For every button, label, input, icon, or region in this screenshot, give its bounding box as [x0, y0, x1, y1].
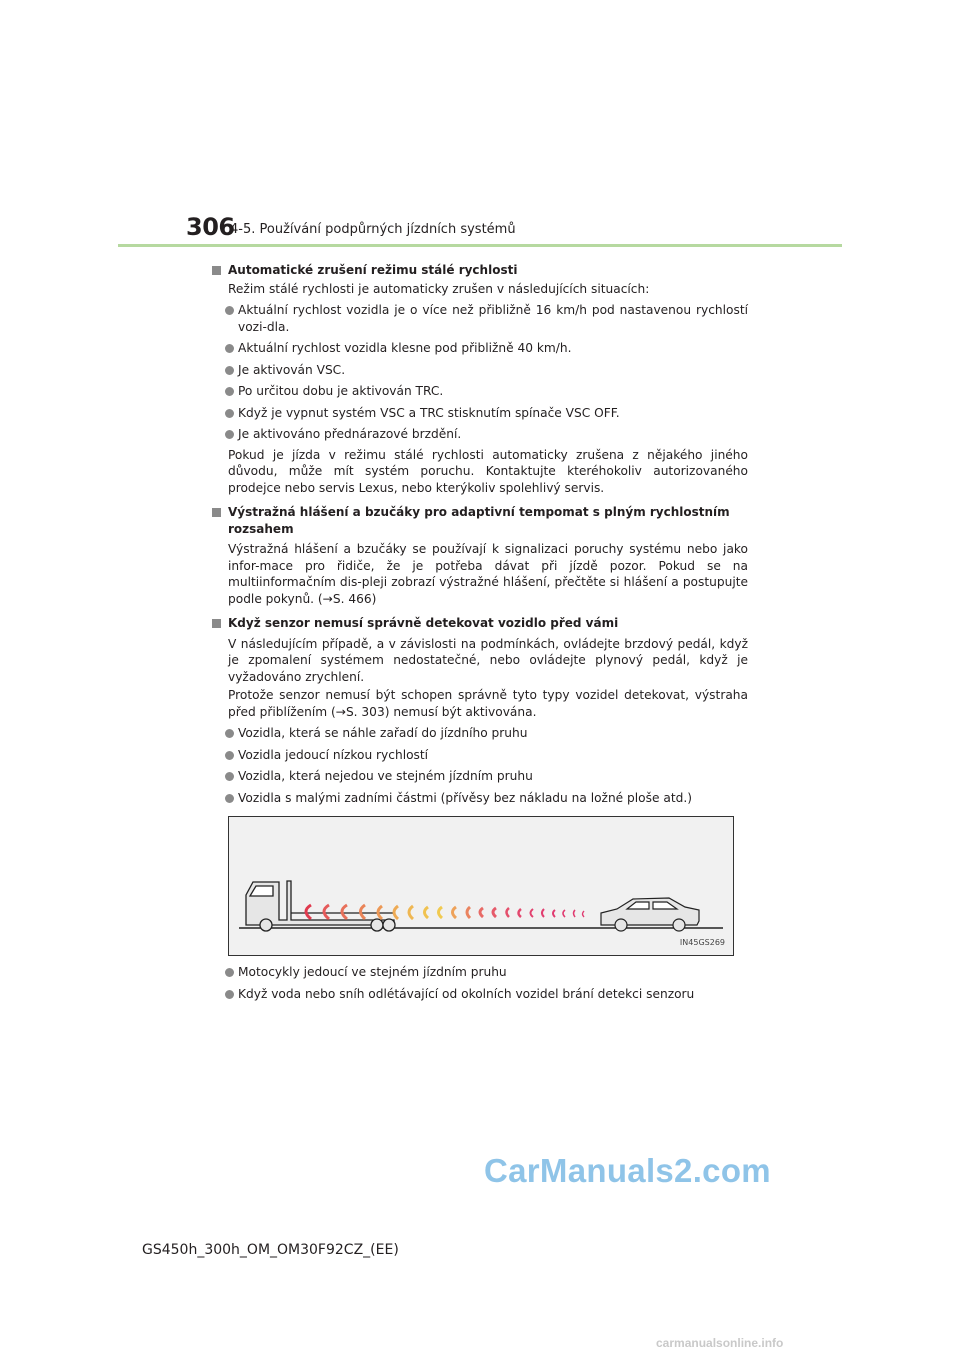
section-heading: Když senzor nemusí správně detekovat vozidlo před vámi	[212, 615, 748, 632]
list-item: Aktuální rychlost vozidla je o více než přibližně 16 km/h pod nastavenou rychlostí vozi-dla.	[212, 302, 748, 335]
circle-bullet-icon	[225, 366, 234, 375]
circle-bullet-icon	[225, 794, 234, 803]
list-item: Aktuální rychlost vozidla klesne pod přibližně 40 km/h.	[212, 340, 748, 357]
list-item: Po určitou dobu je aktivován TRC.	[212, 383, 748, 400]
truck-icon	[246, 881, 395, 931]
car-icon	[601, 898, 699, 931]
circle-bullet-icon	[225, 968, 234, 977]
radar-waves-icon	[306, 905, 584, 919]
paragraph: V následujícím případě, a v závislosti na podmínkách, ovládejte brzdový pedál, když je zpomalení systémem nedostatečné, nebo ovládejte plynový pedál, když je vyžadováno zrychlení.	[228, 636, 748, 684]
footer-doc-id: GS450h_300h_OM_OM30F92CZ_(EE)	[142, 1242, 399, 1258]
circle-bullet-icon	[225, 306, 234, 315]
paragraph: Výstražná hlášení a bzučáky se používají k signalizaci poruchy systému nebo jako infor-mace pro řidiče, že je potřeba dávat při jízdě pozor. Pokud se na multiinformačním dis-pleji zobrazí výstražné hlášení, přečtěte si hlášení a postupujte podle pokynů. (→S. 466)	[228, 542, 748, 606]
circle-bullet-icon	[225, 430, 234, 439]
truck-and-car-diagram	[229, 817, 733, 955]
list-item: Vozidla, která se náhle zařadí do jízdního pruhu	[212, 725, 748, 742]
square-bullet-icon	[212, 508, 221, 517]
circle-bullet-icon	[225, 387, 234, 396]
circle-bullet-icon	[225, 772, 234, 781]
page-number: 306	[186, 213, 235, 241]
paragraph: Režim stálé rychlosti je automaticky zrušen v následujících situacích:	[228, 281, 650, 296]
list-item: Když je vypnut systém VSC a TRC stisknutím spínače VSC OFF.	[212, 405, 748, 422]
page-content	[212, 256, 748, 1002]
paragraph: Protože senzor nemusí být schopen správně tyto typy vozidel detekovat, výstraha před přiblížením (→S. 303) nemusí být aktivována.	[228, 688, 748, 719]
illustration-code: IN45GS269	[679, 937, 725, 947]
circle-bullet-icon	[225, 751, 234, 760]
section-title: 4-5. Používání podpůrných jízdních systémů	[230, 222, 516, 237]
list-item: Je aktivováno přednárazové brzdění.	[212, 426, 748, 443]
list-item: Je aktivován VSC.	[212, 362, 748, 379]
list-item: Když voda nebo sníh odlétávající od okolních vozidel brání detekci senzoru	[212, 986, 748, 1003]
square-bullet-icon	[212, 266, 221, 275]
watermark-logo: CarManuals2.com	[484, 1152, 771, 1189]
header-rule	[118, 244, 842, 247]
section-heading: Automatické zrušení režimu stálé rychlosti	[212, 262, 748, 279]
circle-bullet-icon	[225, 990, 234, 999]
list-item: Motocykly jedoucí ve stejném jízdním pruhu	[212, 964, 748, 981]
list-item: Vozidla jedoucí nízkou rychlostí	[212, 747, 748, 764]
section-heading: Výstražná hlášení a bzučáky pro adaptivní tempomat s plným rychlostním rozsahem	[212, 504, 748, 537]
list-item: Vozidla s malými zadními částmi (přívěsy bez nákladu na ložné ploše atd.)	[212, 790, 748, 807]
circle-bullet-icon	[225, 729, 234, 738]
sensor-illustration	[228, 816, 734, 956]
circle-bullet-icon	[225, 344, 234, 353]
circle-bullet-icon	[225, 409, 234, 418]
list-item: Vozidla, která nejedou ve stejném jízdním pruhu	[212, 768, 748, 785]
square-bullet-icon	[212, 619, 221, 628]
paragraph: Pokud je jízda v režimu stálé rychlosti automaticky zrušena z nějakého jiného důvodu, může mít systém poruchu. Kontaktujte kteréhokoliv autorizovaného prodejce nebo servis Lexus, nebo kterýkoliv spolehlivý servis.	[228, 447, 748, 495]
watermark-bottom: carmanualsonline.info	[656, 1336, 784, 1350]
